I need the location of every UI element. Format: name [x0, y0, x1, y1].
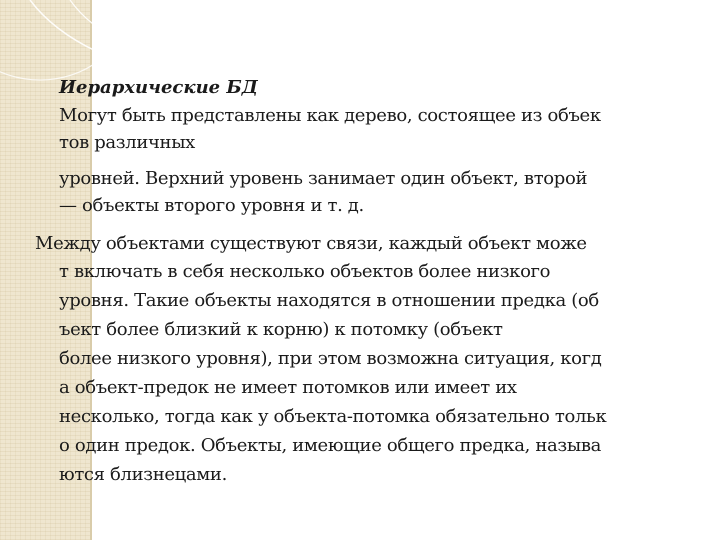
- text-line: несколько, тогда как у объекта-потомка обязательно тольк: [59, 406, 607, 427]
- text-line: — объекты второго уровня и т. д.: [59, 195, 364, 216]
- text-line: более низкого уровня), при этом возможна ситуация, когд: [59, 348, 602, 369]
- heading: Иерархические БД: [59, 77, 258, 98]
- text-line: о один предок. Объекты, имеющие общего предка, называ: [59, 435, 601, 456]
- text-line: ются близнецами.: [59, 464, 227, 485]
- text-line: тов различных: [59, 132, 195, 153]
- text-line: ъект более близкий к корню) к потомку (объект: [59, 319, 503, 340]
- text-line: уровней. Верхний уровень занимает один объект, второй: [59, 168, 588, 189]
- text-line: Между объектами существуют связи, каждый объект може: [35, 233, 587, 254]
- text-line: а объект-предок не имеет потомков или имеет их: [59, 377, 517, 398]
- text-line: уровня. Такие объекты находятся в отношении предка (об: [59, 290, 599, 311]
- text-line: Могут быть представлены как дерево, состоящее из объек: [59, 105, 601, 126]
- text-line: т включать в себя несколько объектов более низкого: [59, 261, 551, 282]
